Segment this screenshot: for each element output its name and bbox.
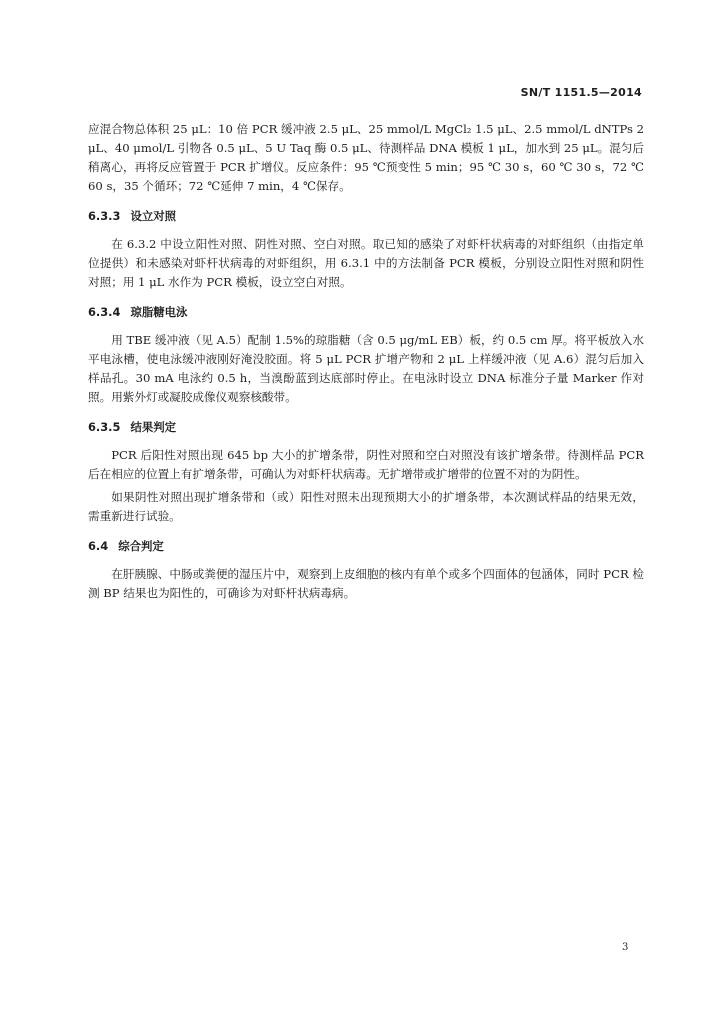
standard-number: SN/T 1151.5—2014 <box>520 86 642 99</box>
paragraph-result-judgment: PCR 后阳性对照出现 645 bp 大小的扩增条带，阴性对照和空白对照没有该扩增条带。待测样品 PCR 后在相应的位置上有扩增条带，可确认为对虾杆状病毒。无扩增带或扩增带的位置不对的为阴性。 <box>88 448 644 481</box>
section-heading-6-3-3 <box>88 207 644 226</box>
section-number: 6.3.3 <box>88 209 121 223</box>
paragraph-pcr-reaction: 应混合物总体积 25 μL：10 倍 PCR 缓冲液 2.5 μL、25 mmol/L MgCl₂ 1.5 μL、2.5 mmol/L dNTPs 2 μL、40 μmol/L 引物各 0.5 μL、5 U Taq 酶 0.5 μL、待测样品 DNA 模板 1 μL，加水到 25 μL。混匀后稍离心，再将反应管置于 PCR 扩增仪。反应条件：95 ℃预变性 5 min；95 ℃ 30 s，60 ℃ 30 s，72 ℃ 60 s，35 个循环；72 ℃延伸 7 min，4 ℃保存。 <box>88 122 644 193</box>
section-title: 琼脂糖电泳 <box>130 305 188 319</box>
section-heading-6-3-4 <box>88 303 644 322</box>
section-title: 综合判定 <box>118 539 164 553</box>
section-heading-6-4 <box>88 537 644 556</box>
paragraph-invalid-result: 如果阴性对照出现扩增条带和（或）阳性对照未出现预期大小的扩增条带，本次测试样品的结果无效，需重新进行试验。 <box>88 490 644 523</box>
section-heading-6-3-5 <box>88 418 644 437</box>
section-title: 结果判定 <box>130 420 177 434</box>
section-number: 6.3.5 <box>88 420 121 434</box>
section-title: 设立对照 <box>130 209 177 223</box>
paragraph-controls: 在 6.3.2 中设立阳性对照、阴性对照、空白对照。取已知的感染了对虾杆状病毒的对虾组织（由指定单位提供）和未感染对虾杆状病毒的对虾组织，用 6.3.1 中的方法制备 PCR 模板，分别设立阳性对照和阴性对照；用 1 μL 水作为 PCR 模板，设立空白对照。 <box>88 237 644 289</box>
page-number: 3 <box>622 942 629 953</box>
section-number: 6.3.4 <box>88 305 121 319</box>
paragraph-comprehensive-judgment: 在肝胰腺、中肠或粪便的湿压片中，观察到上皮细胞的核内有单个或多个四面体的包涵体，同时 PCR 检测 BP 结果也为阳性的，可确诊为对虾杆状病毒病。 <box>88 567 644 600</box>
document-body <box>88 120 644 603</box>
section-number: 6.4 <box>88 539 109 553</box>
paragraph-electrophoresis: 用 TBE 缓冲液（见 A.5）配制 1.5%的琼脂糖（含 0.5 μg/mL EB）板，约 0.5 cm 厚。将平板放入水平电泳槽，使电泳缓冲液刚好淹没胶面。将 5 μL PCR 扩增产物和 2 μL 上样缓冲液（见 A.6）混匀后加入样品孔。30 mA 电泳约 0.5 h，当溴酚蓝到达底部时停止。在电泳时设立 DNA 标准分子量 Marker 作对照。用紫外灯或凝胶成像仪观察核酸带。 <box>88 333 644 404</box>
